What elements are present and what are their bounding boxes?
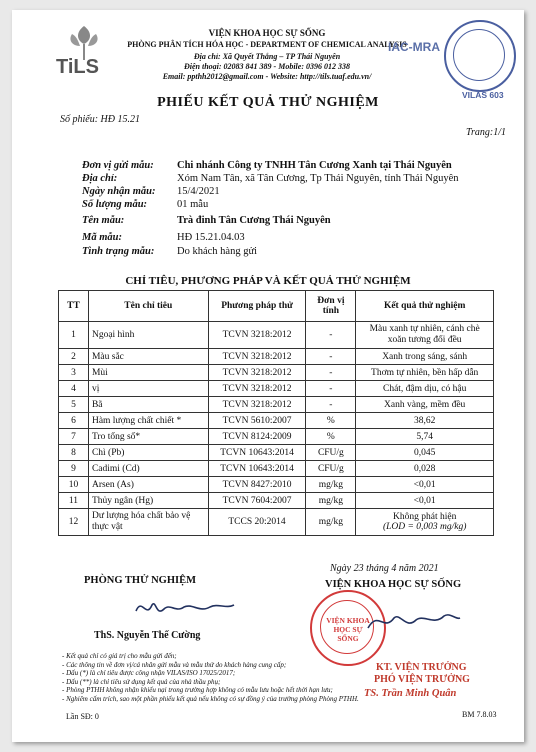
table-cell: - (306, 397, 356, 413)
table-cell: <0,01 (356, 477, 494, 493)
page-number: Trang:1/1 (466, 127, 507, 138)
table-cell: 5,74 (356, 429, 494, 445)
table-row (59, 365, 494, 381)
table-cell: 8 (59, 445, 89, 461)
table-cell: TCVN 3218:2012 (208, 349, 306, 365)
table-cell: TCCS 20:2014 (208, 509, 306, 536)
table-cell: TCVN 7604:2007 (208, 493, 306, 509)
table-cell: 0,028 (356, 461, 494, 477)
dept-name: PHÒNG PHÂN TÍCH HÓA HỌC - DEPARTMENT OF CHEMICAL ANALYSIS (127, 40, 407, 49)
table-row (59, 429, 494, 445)
vilas-label: VILAS 603 (462, 90, 504, 100)
director-role: KT. VIỆN TRƯỞNG (376, 662, 467, 673)
info-value: Chi nhánh Công ty TNHH Tân Cương Xanh tại Thái Nguyên (177, 160, 452, 171)
table-cell: Chát, đậm dịu, có hậu (356, 381, 494, 397)
table-cell: TCVN 3218:2012 (208, 381, 306, 397)
table-row (59, 445, 494, 461)
table-cell: 0,045 (356, 445, 494, 461)
col-header: Tên chỉ tiêu (88, 291, 208, 322)
note-line: - Phòng PTHH không nhận khiếu nại trong trường hợp không có mẫu lưu hoặc hết thời hạn lưu; (62, 686, 333, 695)
org-name: VIỆN KHOA HỌC SỰ SỐNG (208, 28, 326, 38)
address: Địa chỉ: Xã Quyết Thắng – TP Thái Nguyên (193, 52, 341, 61)
table-row (59, 477, 494, 493)
table-cell: 3 (59, 365, 89, 381)
table-cell: 38,62 (356, 413, 494, 429)
table-cell: 11 (59, 493, 89, 509)
table-cell: Màu sắc (88, 349, 208, 365)
table-cell: <0,01 (356, 493, 494, 509)
info-label: Địa chỉ: (82, 173, 118, 184)
table-cell: CFU/g (306, 445, 356, 461)
col-header: Đơn vị tính (306, 291, 356, 322)
table-cell: Chì (Pb) (88, 445, 208, 461)
table-cell: Thủy ngân (Hg) (88, 493, 208, 509)
logo-text: TiLS (56, 56, 99, 78)
info-value: HĐ 15.21.04.03 (177, 232, 245, 243)
lab-head-name: ThS. Nguyễn Thế Cường (94, 630, 201, 641)
report-number: Số phiếu: HĐ 15.21 (60, 114, 140, 125)
table-cell: TCVN 5610:2007 (208, 413, 306, 429)
table-cell: - (306, 322, 356, 349)
info-value: Do khách hàng gửi (177, 246, 258, 257)
sign-date: Ngày 23 tháng 4 năm 2021 (330, 563, 439, 574)
table-cell: TCVN 8427:2010 (208, 477, 306, 493)
table-cell: TCVN 8124:2009 (208, 429, 306, 445)
table-cell: Màu xanh tự nhiên, cánh chè xoăn tương đối đều (356, 322, 494, 349)
notes (62, 652, 359, 704)
info-label: Tình trạng mẫu: (82, 246, 155, 257)
vilas-seal (444, 20, 516, 92)
director-name: TS. Trần Minh Quân (364, 688, 457, 699)
col-header: Kết quả thử nghiệm (356, 291, 494, 322)
table-cell: % (306, 413, 356, 429)
table-cell: TCVN 10643:2014 (208, 461, 306, 477)
table-cell: vị (88, 381, 208, 397)
table-row (59, 322, 494, 349)
ilac-logo: IAC-MRA (388, 40, 440, 54)
revision: Lần SĐ: 0 (66, 712, 99, 721)
table-cell: Bã (88, 397, 208, 413)
table-cell: TCVN 3218:2012 (208, 397, 306, 413)
table-cell: Xanh trong sáng, sánh (356, 349, 494, 365)
lab-title: PHÒNG THỬ NGHIỆM (84, 575, 197, 586)
info-value: Trà đinh Tân Cương Thái Nguyên (177, 215, 331, 226)
report-title: PHIẾU KẾT QUẢ THỬ NGHIỆM (157, 95, 379, 110)
table-cell: Hàm lượng chất chiết * (88, 413, 208, 429)
table-cell: Dư lượng hóa chất bảo vệ thực vật (88, 509, 208, 536)
table-cell: 1 (59, 322, 89, 349)
table-cell (356, 509, 494, 536)
table-cell: 6 (59, 413, 89, 429)
institute-title: VIỆN KHOA HỌC SỰ SỐNG (325, 579, 462, 590)
table-header-row (59, 291, 494, 322)
email: Email: ppthh2012@gmail.com - Website: http://tils.tuaf.edu.vn/ (162, 72, 372, 81)
director-signature (364, 608, 464, 636)
note-line: - Các thông tin về đơn vị/cá nhân gửi mẫu và mẫu thử do khách hàng cung cấp; (62, 660, 287, 669)
info-label: Mã mẫu: (82, 232, 122, 243)
info-label: Đơn vị gửi mẫu: (82, 160, 154, 171)
lod-note: (LOD = 0,003 mg/kg) (382, 522, 467, 532)
table-row (59, 493, 494, 509)
table-cell: 7 (59, 429, 89, 445)
table-cell: Thơm tự nhiên, bền hấp dẫn (356, 365, 494, 381)
info-label: Số lượng mẫu: (82, 199, 148, 210)
table-cell: 10 (59, 477, 89, 493)
info-value: 01 mẫu (177, 199, 209, 210)
table-cell: mg/kg (306, 493, 356, 509)
report-page (12, 10, 524, 742)
table-cell: Arsen (As) (88, 477, 208, 493)
stamp-text: VIỆN KHOA HỌC SỰ SỐNG (326, 616, 370, 643)
form-code: BM 7.8.03 (462, 710, 497, 719)
director-role-2: PHÓ VIỆN TRƯỞNG (374, 674, 470, 685)
note-line: - Dấu (*) là chỉ tiêu được công nhận VILAS/ISO 17025/2017; (62, 669, 236, 678)
table-cell: - (306, 349, 356, 365)
table-cell: 4 (59, 381, 89, 397)
lab-signature (130, 593, 240, 623)
table-cell: TCVN 10643:2014 (208, 445, 306, 461)
info-label: Ngày nhận mẫu: (82, 186, 156, 197)
table-cell: TCVN 3218:2012 (208, 365, 306, 381)
table-cell: 12 (59, 509, 89, 536)
table-row (59, 397, 494, 413)
table-cell: mg/kg (306, 477, 356, 493)
table-cell: Xanh vàng, mềm đều (356, 397, 494, 413)
table-cell: Cadimi (Cd) (88, 461, 208, 477)
phone: Điện thoại: 02083 841 389 - Mobile: 0396 012 338 (184, 62, 350, 71)
table-row (59, 381, 494, 397)
table-cell: CFU/g (306, 461, 356, 477)
note-line: - Nghiêm cấm trích, sao một phần phiếu kết quả nếu không có sự đồng ý của trường phòng Phòng PTHH. (62, 694, 359, 703)
table-cell: Mùi (88, 365, 208, 381)
table-cell: Ngoại hình (88, 322, 208, 349)
info-label: Tên mẫu: (82, 215, 125, 226)
result-value: Không phát hiện (393, 512, 457, 522)
table-cell: 5 (59, 397, 89, 413)
table-row (59, 349, 494, 365)
info-value: Xóm Nam Tân, xã Tân Cương, Tp Thái Nguyên, tỉnh Thái Nguyên (177, 173, 459, 184)
table-heading: CHỈ TIÊU, PHƯƠNG PHÁP VÀ KẾT QUẢ THỬ NGHIỆM (125, 275, 411, 287)
table-cell: Tro tổng số* (88, 429, 208, 445)
table-row (59, 461, 494, 477)
table-cell: 2 (59, 349, 89, 365)
info-value: 15/4/2021 (177, 186, 220, 197)
table-cell: TCVN 3218:2012 (208, 322, 306, 349)
col-header: Phương pháp thử (208, 291, 306, 322)
note-line: - Kết quả chỉ có giá trị cho mẫu gửi đến; (62, 652, 177, 660)
table-row (59, 413, 494, 429)
table-cell: - (306, 365, 356, 381)
table-row (59, 509, 494, 536)
col-header: TT (59, 291, 89, 322)
table-cell: - (306, 381, 356, 397)
table-cell: mg/kg (306, 509, 356, 536)
table-cell: 9 (59, 461, 89, 477)
note-line: - Dấu (**) là chỉ tiêu sử dụng kết quả của nhà thầu phụ; (62, 677, 221, 686)
table-cell: % (306, 429, 356, 445)
results-table (58, 290, 494, 536)
